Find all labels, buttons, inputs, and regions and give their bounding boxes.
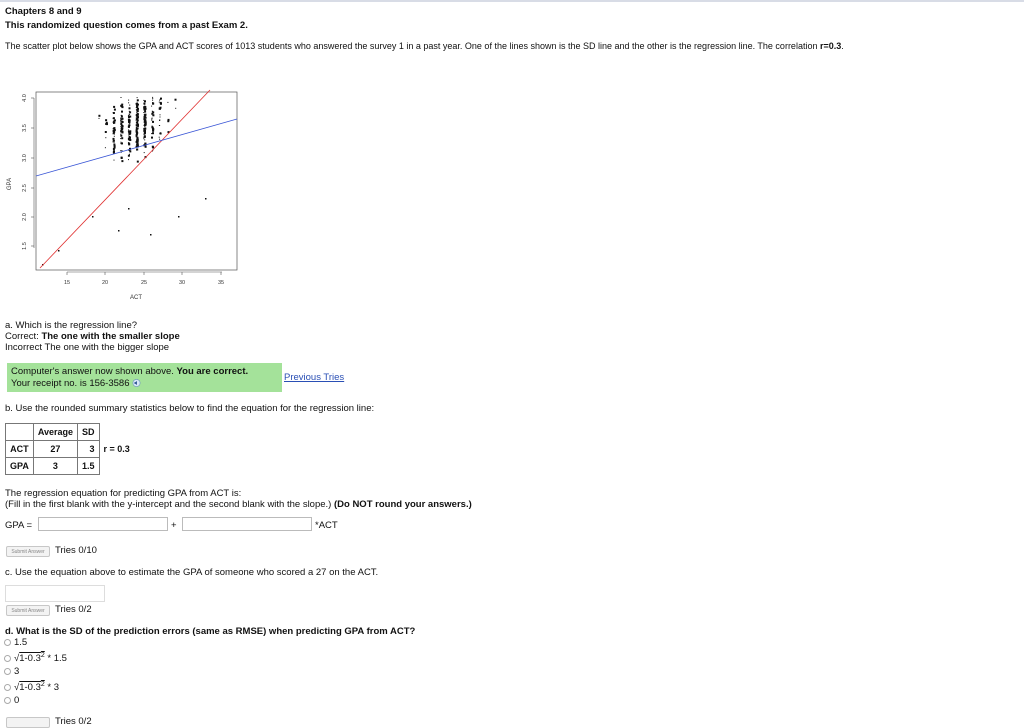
data-point	[159, 125, 160, 126]
row-label: ACT	[6, 441, 34, 458]
option-radicand	[19, 653, 45, 664]
data-point	[122, 150, 123, 151]
data-point	[136, 103, 138, 105]
table-header-average: Average	[33, 424, 77, 441]
y-tick-label: 3.0	[22, 154, 28, 162]
x-tick-label: 30	[178, 280, 186, 286]
data-point	[144, 115, 146, 117]
data-point	[121, 160, 123, 162]
y-tick-label: 2.0	[22, 213, 28, 221]
tries-c: Tries 0/2	[55, 604, 92, 615]
scatter-plot	[0, 88, 245, 303]
y-tick-labels	[22, 94, 28, 250]
option-5[interactable]	[4, 695, 19, 706]
table-corner	[6, 424, 34, 441]
data-point	[106, 123, 107, 124]
data-point	[151, 133, 152, 134]
data-point	[114, 142, 115, 143]
data-point	[99, 118, 100, 119]
data-point	[144, 128, 145, 129]
data-point	[121, 115, 123, 117]
data-point	[114, 134, 115, 135]
data-point	[137, 127, 139, 129]
data-point	[152, 118, 153, 119]
data-point	[121, 136, 122, 137]
speaker-icon[interactable]	[132, 379, 141, 387]
data-point	[175, 99, 177, 101]
data-point	[114, 109, 116, 111]
row-label: GPA	[6, 458, 34, 475]
part-b-question: b. Use the rounded summary statistics below to find the equation for the regression line:	[5, 403, 375, 414]
data-point	[159, 133, 160, 134]
radio-button[interactable]	[4, 697, 11, 704]
data-point	[136, 137, 138, 139]
option-label: 1.5	[14, 637, 28, 648]
part-a-question: a. Which is the regression line?	[5, 320, 138, 331]
data-point	[152, 98, 153, 99]
incorrect-answer: The one with the bigger slope	[44, 342, 170, 353]
data-point	[152, 97, 153, 98]
data-point	[114, 145, 116, 147]
data-point	[129, 150, 131, 152]
data-point	[144, 132, 146, 134]
data-point	[120, 143, 121, 144]
data-point	[160, 114, 161, 115]
data-point	[143, 112, 144, 113]
data-point	[144, 136, 146, 138]
option-multiplier: * 1.5	[44, 653, 67, 665]
data-point	[137, 113, 139, 115]
radicand-text: 1-0.3	[19, 682, 41, 694]
data-point	[113, 123, 114, 124]
y-tick-label: 3.5	[22, 124, 28, 132]
data-point	[152, 121, 154, 123]
data-point	[159, 120, 160, 121]
data-point	[144, 117, 146, 119]
data-point	[159, 137, 160, 138]
data-point	[113, 117, 115, 119]
data-point	[105, 131, 107, 133]
data-point	[137, 141, 139, 143]
data-point	[136, 127, 137, 128]
data-point	[152, 128, 154, 130]
data-point	[114, 160, 115, 161]
data-point	[152, 147, 153, 148]
data-point	[121, 143, 122, 144]
data-point	[144, 139, 145, 140]
row-average: 27	[33, 441, 77, 458]
intro-end: .	[841, 41, 844, 51]
table-row	[6, 441, 135, 458]
data-point	[152, 132, 154, 134]
receipt-text: Your receipt no. is 156-3586	[11, 378, 130, 389]
data-point	[92, 216, 94, 218]
data-point	[105, 137, 106, 138]
data-point	[136, 133, 138, 135]
correct-answer: The one with the smaller slope	[41, 331, 180, 342]
option-multiplier: * 3	[44, 682, 60, 694]
data-point	[137, 124, 139, 126]
part-a-incorrect	[5, 342, 169, 353]
previous-tries-link[interactable]: Previous Tries	[284, 372, 345, 383]
data-point	[159, 102, 160, 103]
data-point	[205, 198, 207, 200]
data-point	[152, 114, 154, 116]
data-point	[113, 140, 114, 141]
correlation-value: r=0.3	[819, 41, 842, 51]
data-point	[113, 106, 115, 108]
data-point	[178, 216, 180, 218]
data-point	[129, 119, 131, 121]
data-point	[128, 129, 129, 130]
data-point	[136, 150, 137, 151]
data-point	[113, 141, 114, 142]
part-c-question: c. Use the equation above to estimate the GPA of someone who scored a 27 on the ACT.	[5, 567, 379, 578]
data-point	[129, 123, 130, 124]
data-point	[122, 121, 124, 123]
x-tick-labels	[64, 280, 224, 286]
feedback-line2	[11, 378, 278, 390]
gpa-estimate-input[interactable]	[5, 585, 105, 602]
intro-body: The scatter plot below shows the GPA and ACT scores of 1013 students who answered the survey 1 in a past year. One of the lines shown is the SD line and the other is the regression line. The correlation	[5, 41, 820, 51]
data-point	[105, 147, 106, 148]
instruction-bold: (Do NOT round your answers.)	[333, 499, 472, 510]
instruction-text: (Fill in the first blank with the y-intercept and the second blank with the slope.)	[5, 499, 334, 510]
data-point	[120, 130, 122, 132]
row-average: 3	[33, 458, 77, 475]
data-point	[121, 125, 123, 127]
option-label: 3	[14, 666, 20, 677]
data-point	[120, 118, 122, 120]
part-d-question: d. What is the SD of the prediction errors (same as RMSE) when predicting GPA from ACT?	[5, 626, 416, 637]
data-point	[167, 120, 169, 122]
option-1[interactable]	[4, 637, 27, 648]
data-point	[152, 102, 153, 103]
data-point	[136, 112, 137, 113]
y-tick-label: 2.5	[22, 184, 28, 192]
radio-button[interactable]	[4, 684, 11, 691]
x-tick-label: 20	[101, 280, 109, 286]
data-point	[129, 137, 130, 138]
data-point	[136, 107, 137, 108]
intercept-input[interactable]	[38, 517, 168, 531]
data-point	[144, 111, 146, 113]
data-point	[120, 118, 121, 119]
data-point	[98, 115, 100, 117]
y-axis-label: GPA	[7, 177, 13, 191]
x-tick-label: 25	[140, 280, 148, 286]
tries-d: Tries 0/2	[55, 716, 92, 727]
data-point	[175, 108, 176, 109]
data-point	[129, 127, 130, 128]
data-point	[121, 123, 122, 124]
data-point	[151, 106, 152, 107]
data-point	[129, 107, 131, 109]
summary-table	[5, 423, 135, 475]
data-point	[151, 120, 152, 121]
data-point	[58, 250, 60, 252]
data-point	[128, 100, 129, 101]
x-tick-label: 35	[217, 280, 225, 286]
radio-button[interactable]	[4, 655, 11, 662]
data-point	[144, 121, 145, 122]
data-point	[136, 131, 138, 133]
instruction-line1: The regression equation for predicting GPA from ACT is:	[5, 488, 242, 499]
intro-text	[5, 41, 844, 51]
data-point	[121, 128, 122, 129]
x-tick-label: 15	[63, 280, 71, 286]
data-point	[160, 103, 161, 104]
data-point	[143, 138, 144, 139]
sqrt-icon: √	[14, 653, 20, 665]
data-point	[150, 234, 152, 236]
incorrect-prefix: Incorrect	[5, 342, 42, 353]
feedback-text: Computer's answer now shown above.	[11, 366, 174, 377]
data-point	[128, 139, 129, 140]
data-point	[137, 139, 139, 141]
table-header-sd: SD	[78, 424, 100, 441]
data-point	[129, 105, 130, 106]
sqrt-icon: √	[14, 682, 20, 694]
data-point	[114, 136, 115, 137]
data-point	[113, 148, 115, 150]
data-point	[144, 123, 146, 125]
data-point	[120, 105, 122, 107]
tries-b: Tries 0/10	[55, 545, 97, 556]
correct-prefix: Correct:	[5, 331, 39, 342]
data-point	[137, 99, 139, 101]
feedback-box	[7, 363, 282, 392]
data-point	[128, 155, 130, 157]
data-point	[113, 127, 115, 129]
data-point	[159, 139, 160, 140]
submit-button-c[interactable]: Submit Answer	[6, 605, 50, 616]
data-point	[137, 97, 138, 98]
data-point	[144, 110, 145, 111]
option-4[interactable]	[4, 681, 59, 693]
data-point	[129, 111, 131, 113]
source-note: This randomized question comes from a past Exam 2.	[5, 20, 248, 31]
feedback-correct: You are correct.	[176, 366, 249, 377]
x-axis-label: ACT	[130, 295, 142, 301]
radio-button[interactable]	[4, 668, 11, 675]
table-header-row	[6, 424, 135, 441]
data-point	[151, 137, 153, 139]
data-point	[113, 112, 114, 113]
data-point	[144, 108, 145, 109]
submit-button-b[interactable]: Submit Answer	[6, 546, 50, 557]
data-point	[128, 124, 130, 126]
data-point	[121, 97, 122, 98]
data-point	[121, 111, 123, 113]
radicand-text: 1-0.3	[19, 653, 41, 665]
data-point	[137, 119, 139, 121]
y-tick-label: 1.5	[22, 242, 28, 250]
data-point	[120, 138, 121, 139]
data-point	[136, 105, 138, 107]
feedback-line1	[11, 366, 278, 378]
data-point	[137, 102, 138, 103]
y-axis	[31, 98, 34, 248]
data-point	[129, 114, 130, 115]
data-point	[136, 109, 138, 111]
data-point	[144, 130, 146, 132]
data-point	[129, 131, 131, 133]
act-suffix: *ACT	[315, 520, 338, 531]
data-point	[120, 134, 121, 135]
chapters-heading: Chapters 8 and 9	[5, 6, 82, 17]
exponent: 2	[40, 652, 45, 659]
radio-button[interactable]	[4, 639, 11, 646]
data-point	[120, 150, 121, 151]
data-point	[129, 136, 130, 137]
data-point	[137, 161, 139, 163]
data-point	[128, 208, 130, 210]
data-point	[114, 119, 116, 121]
data-point	[144, 152, 145, 153]
table-row	[6, 458, 135, 475]
data-point	[105, 119, 107, 121]
data-point	[159, 108, 160, 109]
option-3[interactable]	[4, 666, 19, 677]
row-sd: 3	[78, 441, 100, 458]
plus-sign: +	[171, 520, 177, 531]
data-point	[113, 129, 114, 130]
data-point	[118, 230, 120, 232]
data-point	[136, 120, 137, 121]
x-axis	[67, 272, 222, 275]
gpa-label: GPA =	[5, 520, 33, 531]
data-point	[152, 111, 153, 112]
instruction-line2	[5, 499, 472, 510]
data-point	[128, 116, 130, 118]
data-point	[128, 159, 129, 160]
data-point	[121, 137, 123, 139]
data-point	[113, 138, 115, 140]
data-point	[114, 132, 115, 133]
data-point	[160, 117, 161, 118]
correlation-label: r = 0.3	[103, 444, 130, 454]
option-radicand	[19, 682, 45, 693]
data-point	[128, 143, 129, 144]
data-point	[120, 122, 121, 123]
data-point	[128, 102, 129, 103]
data-point	[152, 100, 153, 101]
option-label: 0	[14, 695, 20, 706]
row-sd: 1.5	[78, 458, 100, 475]
part-a-correct	[5, 331, 180, 342]
top-border	[0, 0, 1024, 2]
data-point	[160, 98, 162, 100]
y-tick-label: 4.0	[22, 94, 28, 102]
data-point	[129, 154, 130, 155]
data-point	[121, 157, 123, 159]
data-point	[167, 102, 168, 103]
data-point	[144, 104, 145, 105]
data-point	[144, 126, 145, 127]
data-point	[144, 100, 146, 102]
option-2[interactable]	[4, 652, 67, 664]
exponent: 2	[40, 681, 45, 688]
data-point	[128, 135, 129, 136]
data-point	[151, 119, 152, 120]
slope-input[interactable]	[182, 517, 312, 531]
data-point	[145, 127, 146, 128]
data-point	[144, 134, 145, 135]
